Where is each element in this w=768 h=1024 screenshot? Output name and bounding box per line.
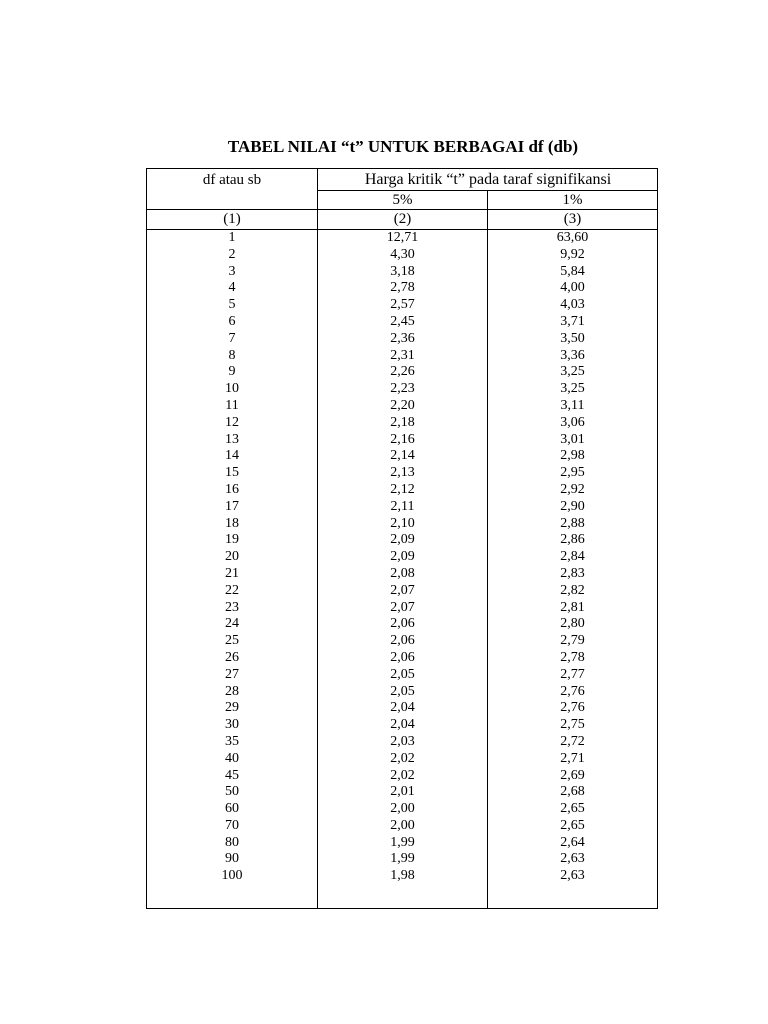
df-cell: 25 <box>225 633 239 649</box>
table-row <box>147 364 657 381</box>
critical-5-cell: 2,05 <box>390 666 415 682</box>
table-row <box>147 398 657 415</box>
critical-1-cell: 2,75 <box>560 717 585 733</box>
critical-1-cell: 2,63 <box>560 851 585 867</box>
table-row <box>147 280 657 297</box>
critical-5-cell: 2,01 <box>390 784 415 800</box>
critical-5-cell: 1,99 <box>390 834 415 850</box>
header-1-percent: 1% <box>562 192 583 208</box>
table-row <box>147 633 657 650</box>
critical-5-cell: 1,98 <box>390 868 415 884</box>
table-row <box>147 516 657 533</box>
table-row <box>147 583 657 600</box>
table-row <box>147 314 657 331</box>
critical-5-cell: 2,09 <box>390 549 415 565</box>
critical-5-cell: 2,18 <box>390 414 415 430</box>
df-cell: 40 <box>225 750 239 766</box>
df-cell: 7 <box>228 330 236 346</box>
critical-1-cell: 2,76 <box>560 700 585 716</box>
critical-5-cell: 2,13 <box>390 465 415 481</box>
df-cell: 12 <box>225 414 239 430</box>
table-row <box>147 734 657 751</box>
page-title: TABEL NILAI “t” UNTUK BERBAGAI df (db) <box>227 137 579 156</box>
critical-5-cell: 2,16 <box>390 431 415 447</box>
table-row <box>147 264 657 281</box>
critical-5-cell: 2,09 <box>390 532 415 548</box>
critical-5-cell: 2,00 <box>390 817 415 833</box>
critical-1-cell: 2,84 <box>560 549 585 565</box>
df-cell: 22 <box>225 582 239 598</box>
critical-1-cell: 2,92 <box>560 481 585 497</box>
critical-1-cell: 3,25 <box>560 381 585 397</box>
critical-5-cell: 2,26 <box>390 364 415 380</box>
critical-1-cell: 3,50 <box>560 330 585 346</box>
table-row <box>147 331 657 348</box>
critical-5-cell: 2,04 <box>390 700 415 716</box>
df-cell: 8 <box>228 347 236 363</box>
critical-5-cell: 2,07 <box>390 599 415 615</box>
table-row <box>147 835 657 852</box>
df-cell: 17 <box>225 498 239 514</box>
table-row <box>147 616 657 633</box>
table-row <box>147 784 657 801</box>
critical-5-cell: 2,08 <box>390 565 415 581</box>
df-cell: 14 <box>225 448 239 464</box>
df-cell: 90 <box>225 851 239 867</box>
table-row <box>147 230 657 247</box>
critical-1-cell: 2,88 <box>560 515 585 531</box>
critical-5-cell: 2,00 <box>390 801 415 817</box>
critical-5-cell: 2,23 <box>390 381 415 397</box>
critical-1-cell: 2,78 <box>560 649 585 665</box>
critical-1-cell: 3,06 <box>560 414 585 430</box>
table-row <box>147 448 657 465</box>
critical-1-cell: 2,64 <box>560 834 585 850</box>
critical-5-cell: 2,03 <box>390 733 415 749</box>
table-row <box>147 532 657 549</box>
df-cell: 16 <box>225 481 239 497</box>
table-row <box>147 851 657 868</box>
table-row <box>147 600 657 617</box>
df-cell: 50 <box>225 784 239 800</box>
critical-1-cell: 2,83 <box>560 565 585 581</box>
critical-5-cell: 4,30 <box>390 246 415 262</box>
critical-1-cell: 3,25 <box>560 364 585 380</box>
critical-1-cell: 2,79 <box>560 633 585 649</box>
table-row <box>147 348 657 365</box>
df-cell: 100 <box>221 868 243 884</box>
table-row <box>147 297 657 314</box>
table-row <box>147 381 657 398</box>
df-cell: 10 <box>225 381 239 397</box>
table-row <box>147 499 657 516</box>
df-cell: 27 <box>225 666 239 682</box>
critical-1-cell: 2,86 <box>560 532 585 548</box>
critical-5-cell: 2,11 <box>390 498 415 514</box>
critical-5-cell: 2,06 <box>390 616 415 632</box>
critical-1-cell: 2,76 <box>560 683 585 699</box>
critical-1-cell: 2,69 <box>560 767 585 783</box>
critical-5-cell: 12,71 <box>386 230 419 245</box>
df-cell: 6 <box>228 313 236 329</box>
critical-1-cell: 3,71 <box>560 313 585 329</box>
table-row <box>147 465 657 482</box>
df-cell: 28 <box>225 683 239 699</box>
critical-1-cell: 2,98 <box>560 448 585 464</box>
df-cell: 26 <box>225 649 239 665</box>
critical-1-cell: 63,60 <box>556 230 589 245</box>
df-cell: 70 <box>225 817 239 833</box>
critical-5-cell: 2,20 <box>390 397 415 413</box>
critical-5-cell: 2,31 <box>390 347 415 363</box>
df-cell: 45 <box>225 767 239 783</box>
table-row <box>147 667 657 684</box>
critical-1-cell: 9,92 <box>560 246 585 262</box>
df-cell: 15 <box>225 465 239 481</box>
critical-5-cell: 2,12 <box>390 481 415 497</box>
table-row <box>147 566 657 583</box>
df-cell: 29 <box>225 700 239 716</box>
critical-5-cell: 1,99 <box>390 851 415 867</box>
critical-5-cell: 2,10 <box>390 515 415 531</box>
table-row <box>147 768 657 785</box>
table-row <box>147 415 657 432</box>
table-row <box>147 684 657 701</box>
df-cell: 23 <box>225 599 239 615</box>
column-number-3: (3) <box>563 211 582 227</box>
critical-5-cell: 2,06 <box>390 633 415 649</box>
critical-1-cell: 2,81 <box>560 599 585 615</box>
header-critical-values: Harga kritik “t” pada taraf signifikansi <box>364 171 612 188</box>
critical-1-cell: 4,00 <box>560 280 585 296</box>
critical-1-cell: 2,71 <box>560 750 585 766</box>
df-cell: 20 <box>225 549 239 565</box>
df-cell: 13 <box>225 431 239 447</box>
critical-5-cell: 2,14 <box>390 448 415 464</box>
critical-1-cell: 3,36 <box>560 347 585 363</box>
header-df: df atau sb <box>202 172 262 188</box>
critical-1-cell: 5,84 <box>560 263 585 279</box>
critical-5-cell: 2,06 <box>390 649 415 665</box>
table-row <box>147 751 657 768</box>
df-cell: 21 <box>225 565 239 581</box>
critical-1-cell: 2,77 <box>560 666 585 682</box>
header-5-percent: 5% <box>392 192 413 208</box>
table-row <box>147 700 657 717</box>
table-row <box>147 247 657 264</box>
critical-1-cell: 3,01 <box>560 431 585 447</box>
critical-5-cell: 3,18 <box>390 263 415 279</box>
column-number-2: (2) <box>393 211 412 227</box>
critical-1-cell: 2,95 <box>560 465 585 481</box>
column-number-1: (1) <box>223 211 241 227</box>
table-row <box>147 482 657 499</box>
critical-1-cell: 2,65 <box>560 817 585 833</box>
df-cell: 1 <box>228 230 236 245</box>
df-cell: 19 <box>225 532 239 548</box>
critical-5-cell: 2,07 <box>390 582 415 598</box>
df-cell: 11 <box>225 397 239 413</box>
table-row <box>147 549 657 566</box>
critical-5-cell: 2,02 <box>390 767 415 783</box>
df-cell: 30 <box>225 717 239 733</box>
df-cell: 60 <box>225 801 239 817</box>
critical-5-cell: 2,78 <box>390 280 415 296</box>
df-cell: 35 <box>225 733 239 749</box>
df-cell: 80 <box>225 834 239 850</box>
critical-1-cell: 2,72 <box>560 733 585 749</box>
df-cell: 4 <box>228 280 236 296</box>
table-row <box>147 717 657 734</box>
df-cell: 5 <box>228 297 236 313</box>
critical-1-cell: 2,63 <box>560 868 585 884</box>
critical-5-cell: 2,36 <box>390 330 415 346</box>
critical-5-cell: 2,45 <box>390 313 415 329</box>
df-cell: 3 <box>228 263 236 279</box>
critical-5-cell: 2,02 <box>390 750 415 766</box>
critical-1-cell: 3,11 <box>560 397 585 413</box>
critical-1-cell: 2,90 <box>560 498 585 514</box>
critical-5-cell: 2,04 <box>390 717 415 733</box>
table-row <box>147 868 657 885</box>
table-row <box>147 801 657 818</box>
t-value-table <box>146 168 658 909</box>
df-cell: 24 <box>225 616 239 632</box>
df-cell: 9 <box>228 364 236 380</box>
table-body <box>147 230 657 885</box>
table-row <box>147 432 657 449</box>
critical-1-cell: 2,65 <box>560 801 585 817</box>
critical-1-cell: 2,68 <box>560 784 585 800</box>
critical-1-cell: 2,80 <box>560 616 585 632</box>
critical-1-cell: 4,03 <box>560 297 585 313</box>
df-cell: 2 <box>228 246 236 262</box>
critical-5-cell: 2,57 <box>390 297 415 313</box>
df-cell: 18 <box>225 515 239 531</box>
table-row <box>147 818 657 835</box>
critical-1-cell: 2,82 <box>560 582 585 598</box>
table-row <box>147 650 657 667</box>
critical-5-cell: 2,05 <box>390 683 415 699</box>
